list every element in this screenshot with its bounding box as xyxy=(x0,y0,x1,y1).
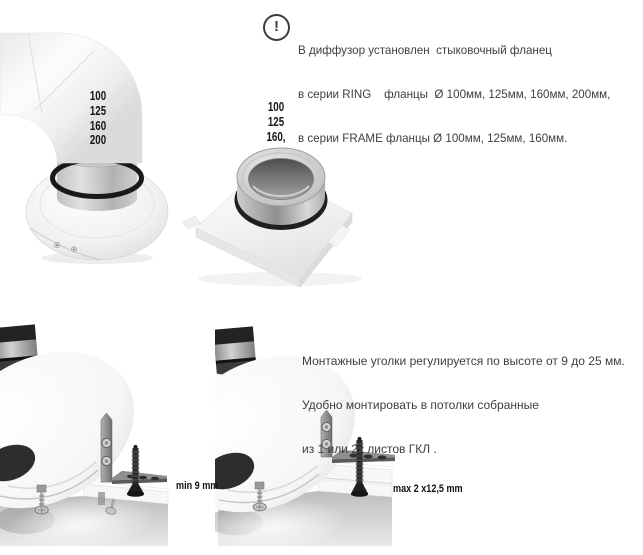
mounting-photo-min xyxy=(0,310,215,550)
description-line: из 1 или 2х листов ГКЛ . xyxy=(302,441,437,456)
flange-notice-text xyxy=(298,15,638,161)
min-height-label: min 9 mm xyxy=(176,480,219,492)
notice-line: В диффузор установлен стыковочный фланец xyxy=(298,44,552,58)
notice-line: в серии FRAME фланцы Ø 100мм, 125мм, 160мм. xyxy=(298,131,568,145)
size-label: 100 xyxy=(89,88,107,103)
notice-line: в серии RING фланцы Ø 100мм, 125мм, 160мм, 200мм, xyxy=(298,87,611,101)
size-label: 125 xyxy=(267,113,285,129)
ring-size-stack xyxy=(86,89,110,148)
frame-size-stack xyxy=(264,100,288,144)
size-label: 125 xyxy=(89,102,107,118)
elbow-tube xyxy=(0,33,142,163)
size-label: 160, xyxy=(266,128,286,144)
exclamation-icon: ! xyxy=(263,14,290,41)
size-label: 160 xyxy=(89,117,107,133)
size-label: 200 xyxy=(89,132,107,148)
mounting-description-text xyxy=(302,325,642,471)
max-height-label: max 2 x12,5 mm xyxy=(393,483,463,495)
size-label: 100 xyxy=(267,99,285,114)
description-line: Удобно монтировать в потолки собранные xyxy=(302,397,539,412)
description-line: Монтажные уголки регулируется по высоте от 9 до 25 мм. xyxy=(302,354,625,369)
ring-opening xyxy=(249,159,314,200)
